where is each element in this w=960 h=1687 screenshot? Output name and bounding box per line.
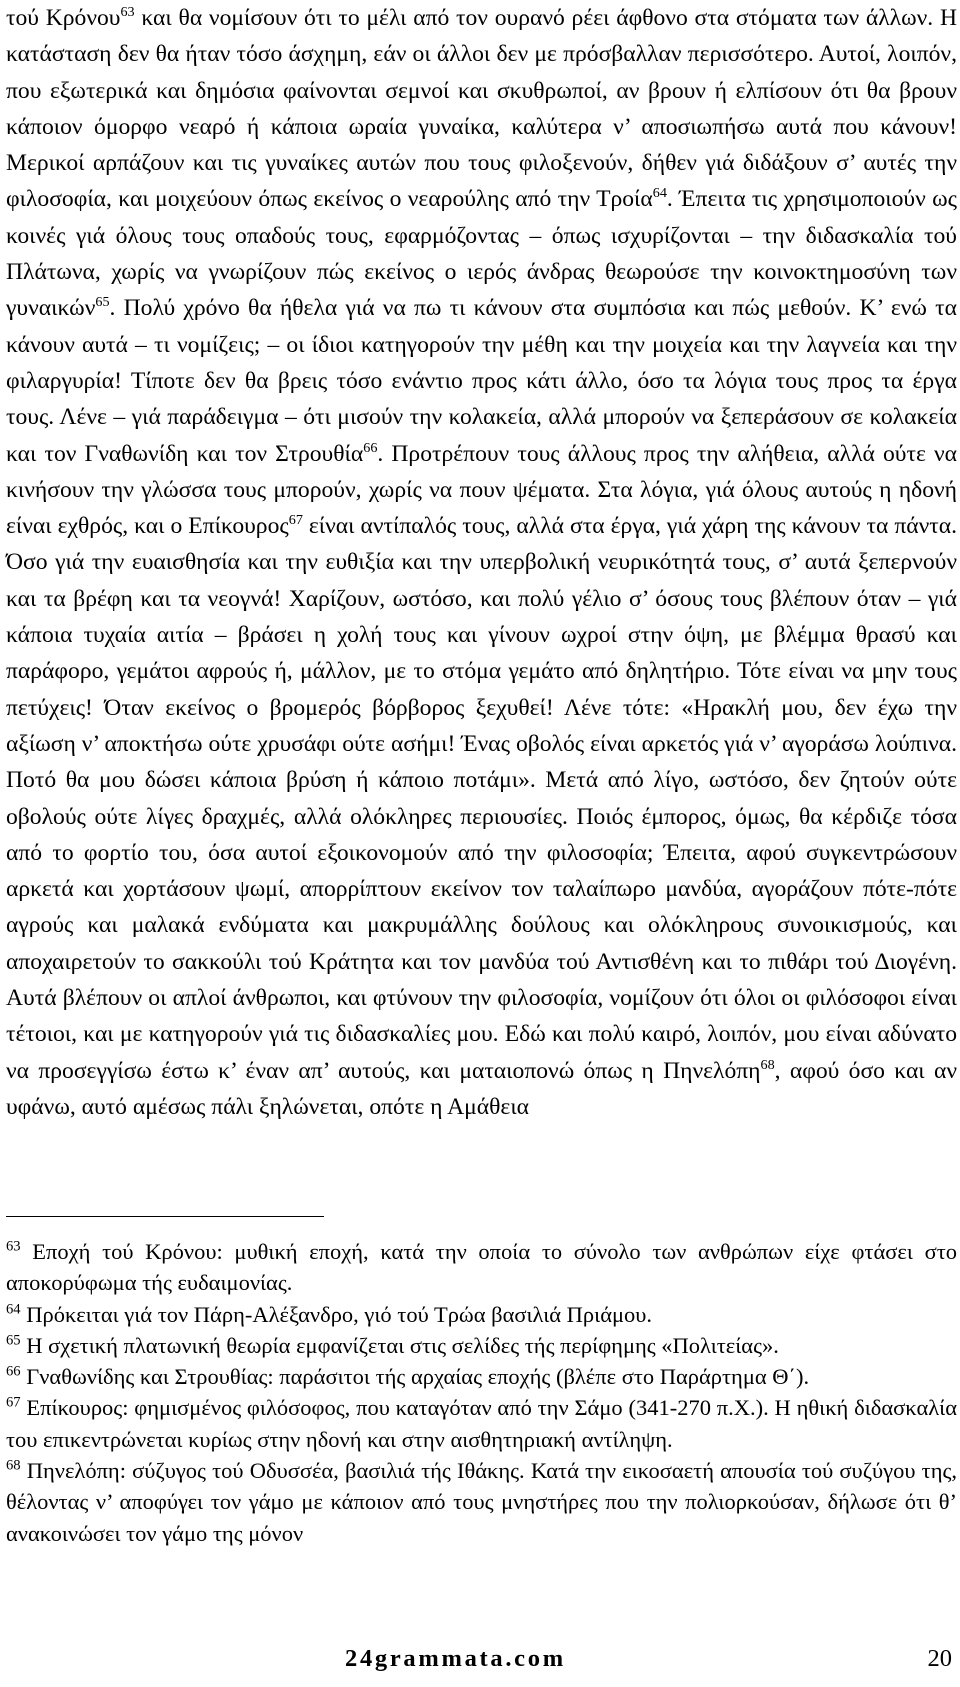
- page-footer: [0, 1645, 960, 1681]
- footnote-number: 67: [6, 1394, 21, 1411]
- footnote-ref-68[interactable]: 68: [760, 1056, 775, 1073]
- footnote-number: 66: [6, 1363, 21, 1380]
- footnote-text: Πρόκειται γιά τον Πάρη-Αλέξανδρο, γιό τού Τρώα βασιλιά Πριάμου.: [20, 1301, 653, 1327]
- footnote-number: 68: [6, 1457, 21, 1474]
- footnote-68: [6, 1455, 957, 1549]
- text-run: , αφού όσο και αν υφάνω, αυτό αμέσως πάλι ξηλώνεται, οπότε η Αμάθεια: [6, 1057, 957, 1120]
- text-run: . Έπειτα τις χρησιμοποιούν ως κοινές γιά όλους τους οπαδούς τους, εφαρμόζοντας – όπως ισχυρίζονται – την διδασκαλία τού Πλάτωνα, χωρίς να γνωρίζουν πώς εκείνος ο ιερός άνδρας θεωρούσε την κοινοκτημοσύνη των γυναικών: [6, 186, 957, 322]
- text-run: είναι αντίπαλός τους, αλλά στα έργα, γιά χάρη της κάνουν τα πάντα. Όσο γιά την ευαισθησία και την ευθιξία και την υπερβολική νευρικότητά τους, σ’ αυτά ξεπερνούν και τα βρέφη και τα νεογνά! Χαρίζουν, ωστόσο, και πολύ γέλιο σ’ όσους τους βλέπουν όταν – γιά κάποια τυχαία αιτία – βράσει η χολή τους και γίνουν ωχροί στην όψη, με βλέμμα θρασύ και παράφορο, γεμάτοι αφρούς ή, μάλλον, με το στόμα γεμάτο από δηλητήριο. Τότε είναι να μην τους πετύχεις! Όταν εκείνος ο βρομερός βόρβορος ξεχυθεί! Λένε τότε: «Ηρακλή μου, δεν έχω την αξίωση ν’ αποκτήσω ούτε χρυσάφι ούτε ασήμι! Ένας οβολός είναι αρκετός γιά ν’ αγοράσω λούπινα. Ποτό θα μου δώσει κάποια βρύση ή κάποιο ποτάμι». Μετά από λίγο, ωστόσο, δεν ζητούν ούτε οβολούς ούτε λίγες δραχμές, αλλά ολόκληρες περιουσίες. Ποιός έμπορος, όμως, θα κέρδιζε τόσα από το φορτίο του, όσα αυτοί εξοικονομούν από την φιλοσοφία; Έπειτα, αφού συγκεντρώσουν αρκετά και χορτάσουν ψωμί, απορρίπτουν εκείνον τον ταλαίπωρο μανδύα, αγοράζουν πότε-πότε αγρούς και μαλακά ενδύματα και μακρυμάλλης δούλους και ολόκληρους συνοικισμούς, και αποχαιρετούν το σακκούλι τού Κράτητα και τον μανδύα τού Αντισθένη και το πιθάρι τού Διογένη. Αυτά βλέπουν οι απλοί άνθρωποι, και φτύνουν την φιλοσοφία, νομίζουν ότι όλοι οι φιλόσοφοι είναι τέτοιοι, και με κατηγορούν γιά τις διδασκαλίες μου. Εδώ και πολύ καιρό, λοιπόν, μου είναι αδύνατο να προσεγγίσω έστω κ’ έναν απ’ αυτούς, και ματαιοπονώ όπως η Πηνελόπη: [6, 513, 958, 1084]
- footnote-ref-65[interactable]: 65: [95, 294, 110, 311]
- footnote-text: Πηνελόπη: σύζυγος τού Οδυσσέα, βασιλιά τής Ιθάκης. Κατά την εικοσαετή απουσία τού συζύγου της, θέλοντας ν’ αποφύγει τον γάμο με κάποιον από τους μνηστήρες που την πολιορκούσαν, δήλωσε ότι θ’ ανακοινώσει τον γάμο της μόνον: [6, 1458, 957, 1546]
- footnote-ref-63[interactable]: 63: [120, 4, 135, 21]
- text-run: τού Κρόνου: [6, 5, 121, 31]
- footnote-63: [6, 1236, 957, 1299]
- footnotes: [6, 1236, 957, 1549]
- footnote-text: Επίκουρος: φημισμένος φιλόσοφος, που καταγόταν από την Σάμο (341-270 π.Χ.). Η ηθική διδασκαλία του επικεντρώνεται κυρίως στην ηδονή και στην αισθητηριακή αντίληψη.: [6, 1395, 957, 1452]
- footnote-ref-67[interactable]: 67: [288, 512, 303, 529]
- footnote-number: 65: [6, 1332, 21, 1349]
- footnote-ref-64[interactable]: 64: [652, 185, 667, 202]
- footnote-64: [6, 1299, 957, 1330]
- footnote-text: Η σχετική πλατωνική θεωρία εμφανίζεται στις σελίδες τής περίφημης «Πολιτείας».: [20, 1332, 779, 1358]
- footnote-separator: [6, 1216, 324, 1217]
- footnote-ref-66[interactable]: 66: [363, 439, 378, 456]
- body-paragraph: [6, 0, 957, 1125]
- footnote-67: [6, 1392, 957, 1455]
- footnote-number: 63: [6, 1238, 21, 1255]
- page-number: 20: [927, 1645, 952, 1672]
- text-run: και θα νομίσουν ότι το μέλι από τον ουρανό ρέει άφθονο στα στόματα των άλλων. Η κατάσταση δεν θα ήταν τόσο άσχημη, εάν οι άλλοι δεν με πρόσβαλλαν περισσότερο. Αυτοί, λοιπόν, που εξωτερικά και δημόσια φαίνονται σεμνοί και σκυθρωποί, αν βρουν ή ελπίσουν ότι θα βρουν κάποιον όμορφο νεαρό ή κάποια ωραία γυναίκα, καλύτερα ν’ αποσιωπήσω αυτά που κάνουν! Μερικοί αρπάζουν και τις γυναίκες αυτών που τους φιλοξενούν, δήθεν γιά διδάξουν σ’ αυτές την φιλοσοφία, και μοιχεύουν όπως εκείνος ο νεαρούλης από την Τροία: [6, 5, 957, 213]
- text-run: . Πολύ χρόνο θα ήθελα γιά να πω τι κάνουν στα συμπόσια και πώς μεθούν. Κ’ ενώ τα κάνουν αυτά – τι νομίζεις; – οι ίδιοι κατηγορούν την μέθη και την μοιχεία και την λαγνεία και την φιλαργυρία! Τίποτε δεν θα βρεις τόσο ενάντιο προς κάτι άλλο, όσο τα λόγια τους προς τα έργα τους. Λένε – γιά παράδειγμα – ότι μισούν την κολακεία, αλλά μπορούν να ξεπεράσουν σε κολακεία και τον Γναθωνίδη και τον Στρουθία: [6, 295, 957, 467]
- footnote-text: Εποχή τού Κρόνου: μυθική εποχή, κατά την οποία το σύνολο των ανθρώπων είχε φτάσει στο αποκορύφωμα τής ευδαιμονίας.: [6, 1239, 957, 1296]
- footnote-number: 64: [6, 1301, 21, 1318]
- footnote-66: [6, 1361, 957, 1392]
- footnote-text: Γναθωνίδης και Στρουθίας: παράσιτοι τής αρχαίας εποχής (βλέπε στο Παράρτημα Θ΄).: [20, 1364, 810, 1390]
- main-text: [6, 0, 957, 1125]
- text-run: . Προτρέπουν τους άλλους προς την αλήθεια, αλλά ούτε να κινήσουν την γλώσσα τους μπορούν, χωρίς να πουν ψέματα. Στα λόγια, γιά όλους αυτούς η ηδονή είναι εχθρός, και ο Επίκουρος: [6, 440, 957, 540]
- site-name[interactable]: 24grammata.com: [345, 1645, 566, 1672]
- footnote-65: [6, 1330, 957, 1361]
